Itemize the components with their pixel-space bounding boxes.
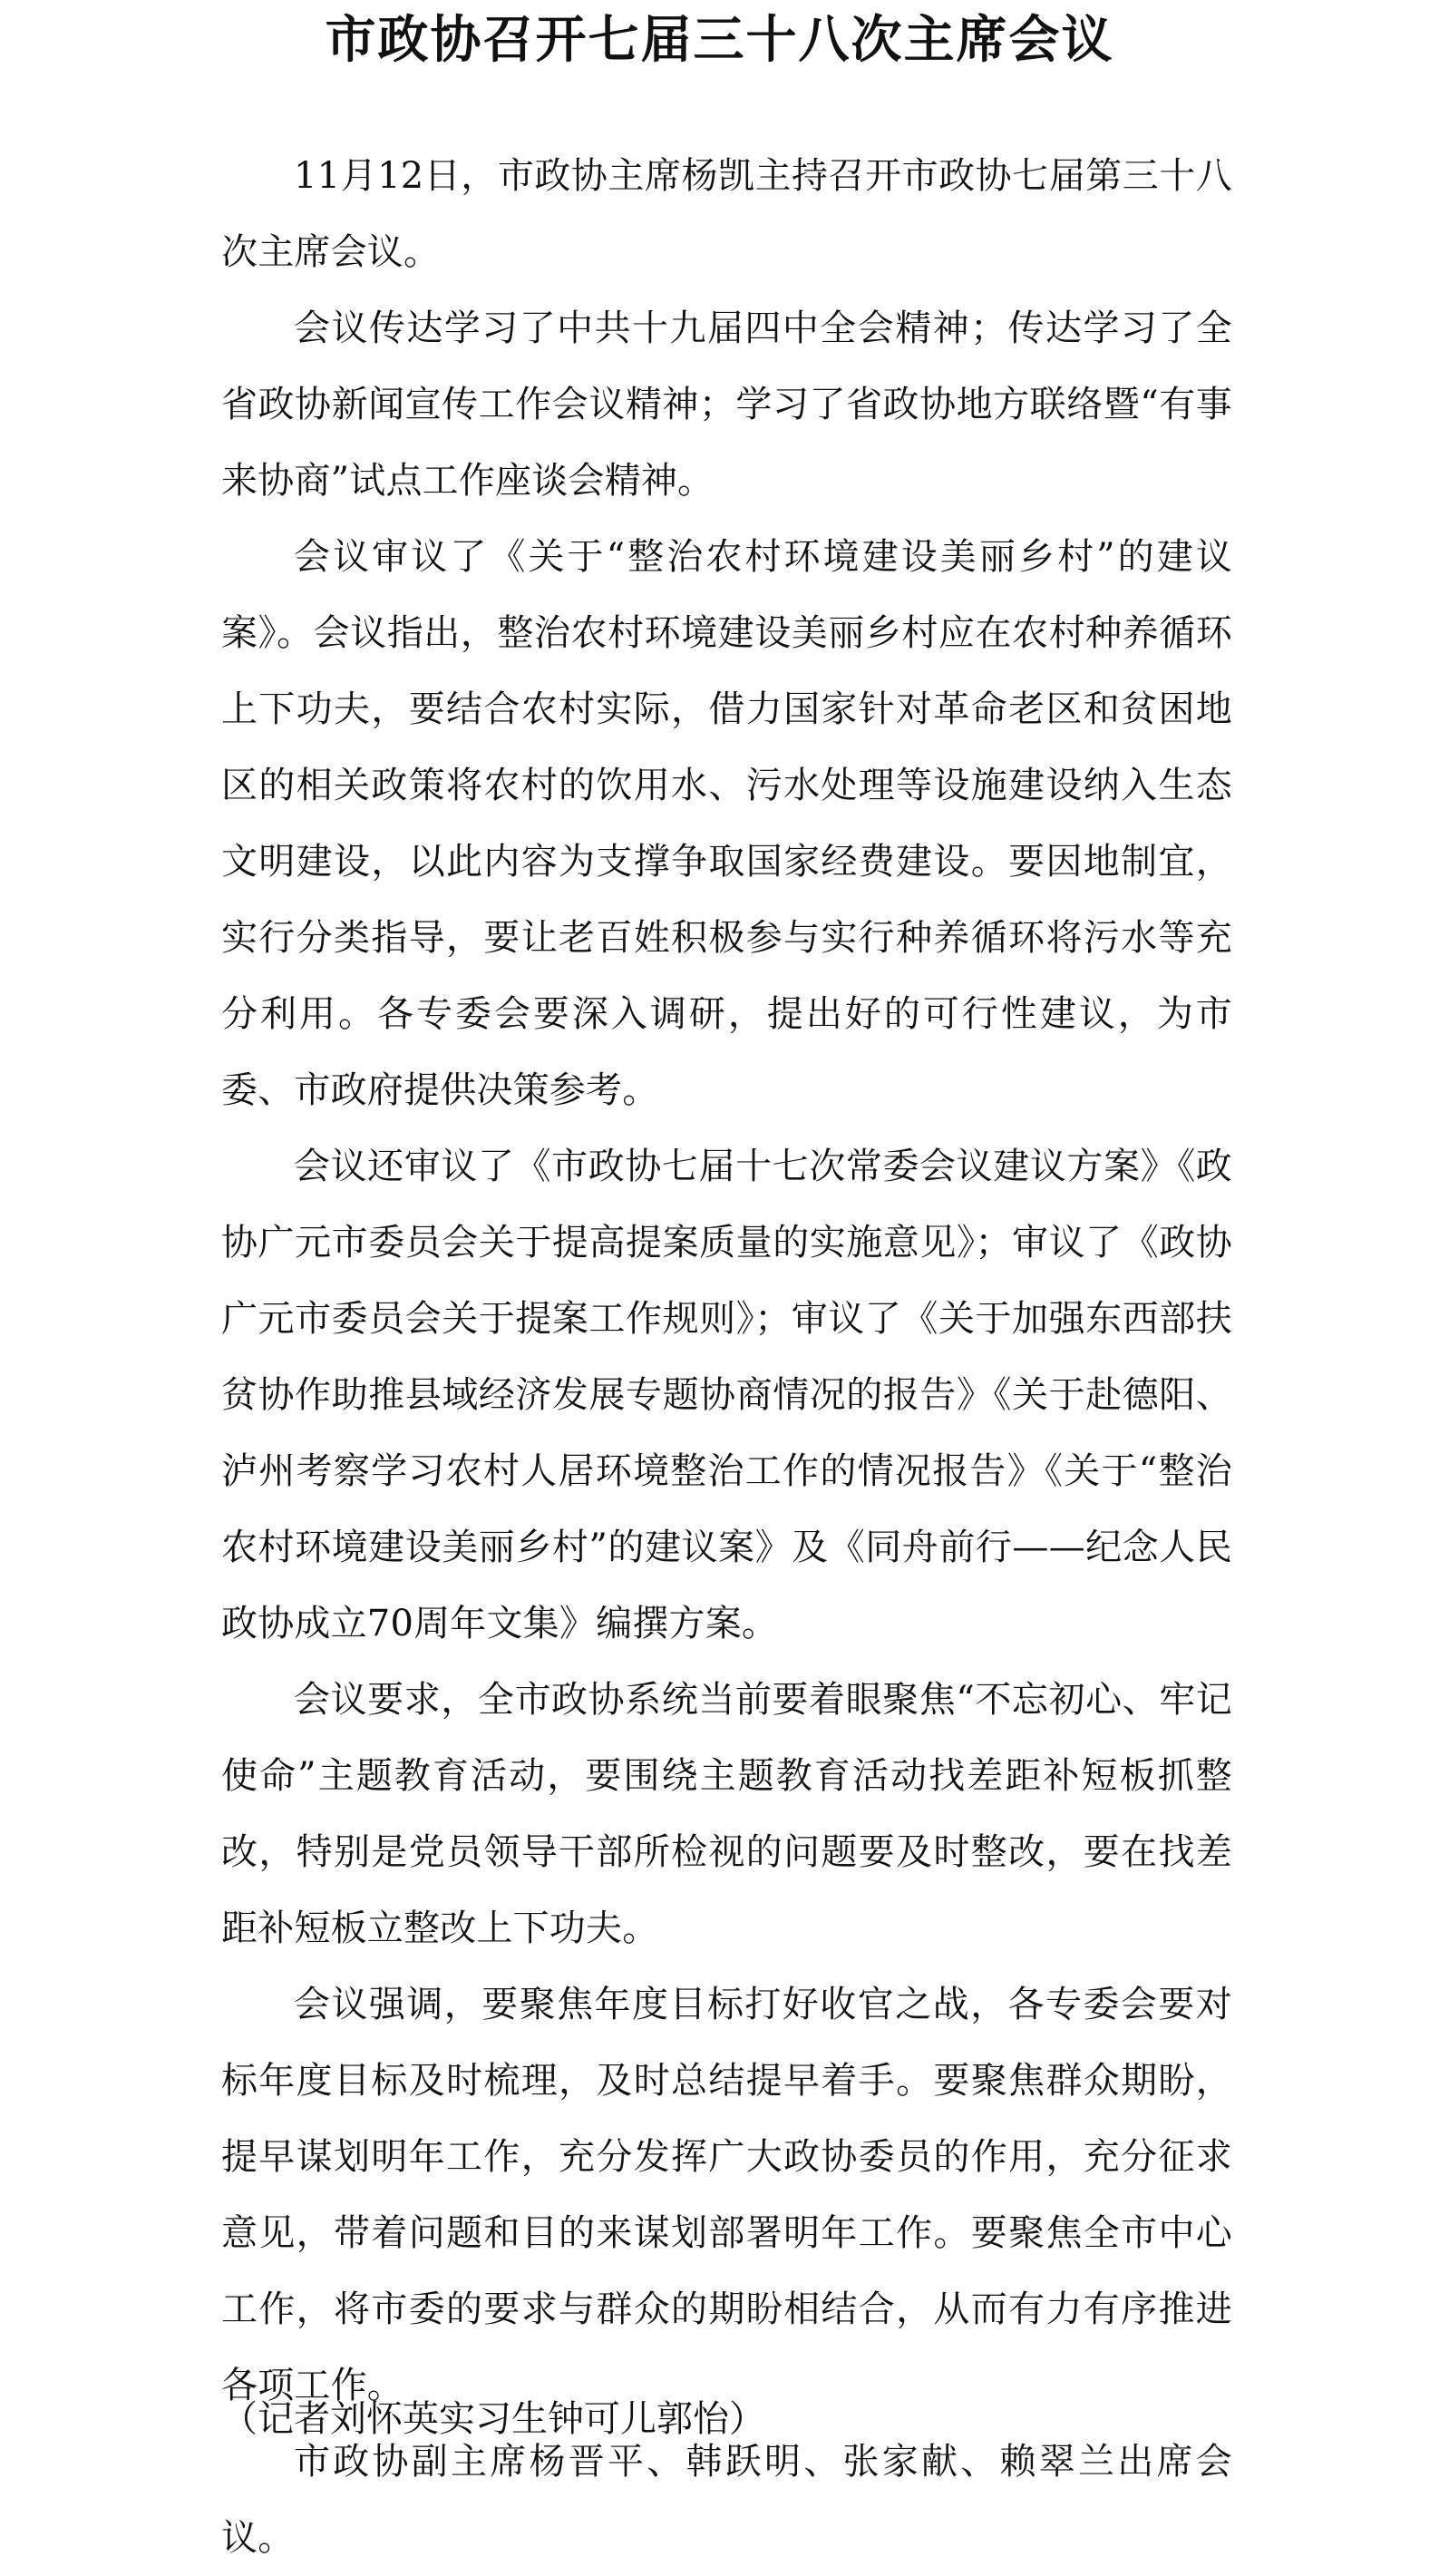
paragraph-rural-environment: 会议审议了《关于“整治农村环境建设美丽乡村”的建议案》。会议指出，整治农村环境建设美丽乡村应在农村种养循环上下功夫，要结合农村实际，借力国家针对革命老区和贫困地区的相关政策将农村的饮用水、污水处理等设施建设纳入生态文明建设，以此内容为支撑争取国家经费建设。要因地制宜，实行分类指导，要让老百姓积极参与实行种养循环将污水等充分利用。各专委会要深入调研，提出好的可行性建议，为市委、市政府提供决策参考。	[221, 536, 1232, 1111]
paragraph-study-session: 会议传达学习了中共十九届四中全会精神；传达学习了全省政协新闻宣传工作会议精神；学习了省政协地方联络暨“有事来协商”试点工作座谈会精神。	[221, 307, 1232, 502]
paragraph-requirements: 会议要求，全市政协系统当前要着眼聚焦“不忘初心、牢记使命”主题教育活动，要围绕主题教育活动找差距补短板抓整改，特别是党员领导干部所检视的问题要及时整改，要在找差距补短板立整改上下功夫。	[221, 1679, 1232, 1949]
paragraph-review-documents: 会议还审议了《市政协七届十七次常委会议建议方案》《政协广元市委员会关于提高提案质量的实施意见》；审议了《政协广元市委员会关于提案工作规则》；审议了《关于加强东西部扶贫协作助推县域经济发展专题协商情况的报告》《关于赴德阳、泸州考察学习农村人居环境整治工作的情况报告》《关于“整治农村环境建设美丽乡村”的建议案》及《同舟前行——纪念人民政协成立70周年文集》编撰方案。	[221, 1146, 1232, 1644]
paragraph-emphasis: 会议强调，要聚焦年度目标打好收官之战，各专委会要对标年度目标及时梳理，及时总结提早着手。要聚焦群众期盼，提早谋划明年工作，充分发挥广大政协委员的作用，充分征求意见，带着问题和目的来谋划部署明年工作。要聚焦全市中心工作，将市委的要求与群众的期盼相结合，从而有力有序推进各项工作。	[221, 1984, 1232, 2406]
article-body	[221, 138, 1232, 2576]
reporter-byline: （记者刘怀英实习生钟可儿郭怡）	[221, 2398, 765, 2440]
paragraph-meeting-opening: 11月12日，市政协主席杨凯主持召开市政协七届第三十八次主席会议。	[221, 155, 1232, 273]
article-title: 市政协召开七届三十八次主席会议	[325, 10, 1114, 70]
paragraph-attendees: 市政协副主席杨晋平、韩跃明、张家献、赖翠兰出席会议。	[221, 2441, 1232, 2559]
